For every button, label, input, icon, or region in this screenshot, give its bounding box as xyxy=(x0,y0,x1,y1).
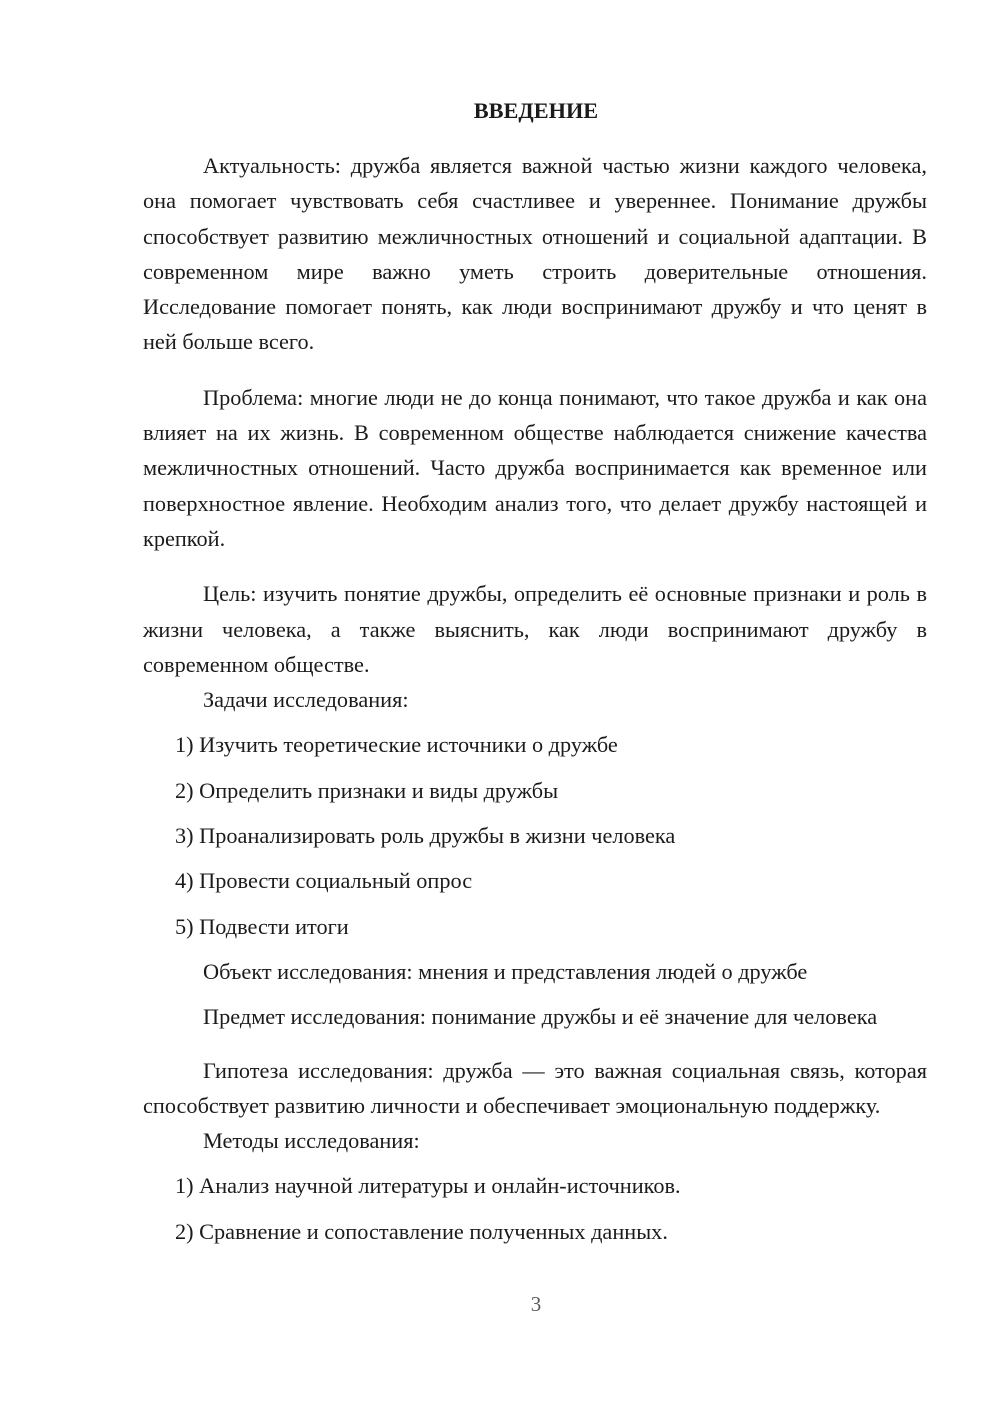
document-page xyxy=(143,92,927,1249)
goal-paragraph: Цель: изучить понятие дружбы, определить её основные признаки и роль в жизни человека, а также выяснить, как люди воспринимают дружбу в современном обществе. xyxy=(143,581,927,677)
hypothesis-paragraph: Гипотеза исследования: дружба — это важная социальная связь, которая способствует развитию личности и обеспечивает эмоциональную поддержку. xyxy=(143,1057,927,1118)
tasks-list xyxy=(143,727,927,943)
tasks-heading: Задачи исследования: xyxy=(203,687,409,713)
list-item: 2) Сравнение и сопоставление полученных данных. xyxy=(175,1218,668,1244)
methods-heading: Методы исследования: xyxy=(203,1128,420,1154)
list-item: 3) Проанализировать роль дружбы в жизни человека xyxy=(175,823,676,849)
object-paragraph: Объект исследования: мнения и представления людей о дружбе xyxy=(203,958,808,984)
page-title: ВВЕДЕНИЕ xyxy=(473,98,599,123)
subject-paragraph: Предмет исследования: понимание дружбы и её значение для человека xyxy=(203,1004,878,1030)
problem-paragraph: Проблема: многие люди не до конца понимают, что такое дружба и как она влияет на их жизнь. В современном обществе наблюдается снижение качества межличностных отношений. Часто дружба воспринимается как временное или поверхностное явление. Необходим анализ того, что делает дружбу настоящей и крепкой. xyxy=(143,384,927,551)
list-item: 4) Провести социальный опрос xyxy=(175,868,473,894)
relevance-paragraph: Актуальность: дружба является важной частью жизни каждого человека, она помогает чувствовать себя счастливее и увереннее. Понимание дружбы способствует развитию межличностных отношений и социальной адаптации. В современном мире важно уметь строить доверительные отношения. Исследование помогает понять, как люди воспринимают дружбу и что ценят в ней больше всего. xyxy=(143,153,927,355)
page-number: 3 xyxy=(530,1292,542,1316)
list-item: 5) Подвести итоги xyxy=(175,913,349,939)
list-item: 1) Изучить теоретические источники о дружбе xyxy=(175,732,618,758)
methods-list xyxy=(143,1168,927,1249)
list-item: 2) Определить признаки и виды дружбы xyxy=(175,777,559,803)
list-item: 1) Анализ научной литературы и онлайн-источников. xyxy=(175,1173,681,1199)
